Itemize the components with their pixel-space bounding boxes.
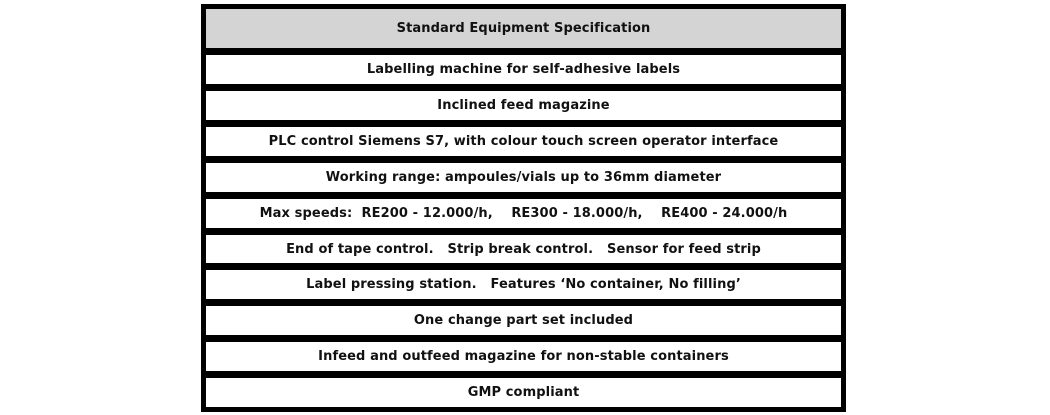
table-row-text: PLC control Siemens S7, with colour touch screen operator interface: [268, 133, 779, 149]
table-row: [204, 268, 843, 301]
table-row: [204, 304, 843, 337]
table-row-text: Inclined feed magazine: [437, 97, 610, 113]
table-row-text: Infeed and outfeed magazine for non-stable containers: [318, 349, 729, 365]
table-row-text: Labelling machine for self-adhesive labels: [366, 61, 681, 77]
table-row: [204, 161, 843, 194]
table-row: [204, 340, 843, 373]
table-row: [204, 53, 843, 86]
table-row-text: GMP compliant: [467, 385, 580, 401]
table-header-label: Standard Equipment Specification: [396, 21, 651, 36]
table-row-text: One change part set included: [413, 313, 634, 329]
table-header: [204, 7, 843, 50]
table-row: [204, 376, 843, 409]
table-row-text: Label pressing station. Features ‘No container, No filling’: [306, 277, 741, 293]
table-row-text: Max speeds: RE200 - 12.000/h, RE300 - 18.000/h, RE400 - 24.000/h: [259, 205, 788, 221]
specification-table: [201, 4, 846, 412]
table-row: [204, 125, 843, 158]
table-row: [204, 197, 843, 230]
table-row: [204, 89, 843, 122]
table-row-text: End of tape control. Strip break control. Sensor for feed strip: [286, 241, 761, 257]
table-row-text: Working range: ampoules/vials up to 36mm diameter: [325, 169, 722, 185]
table-row: [204, 233, 843, 266]
